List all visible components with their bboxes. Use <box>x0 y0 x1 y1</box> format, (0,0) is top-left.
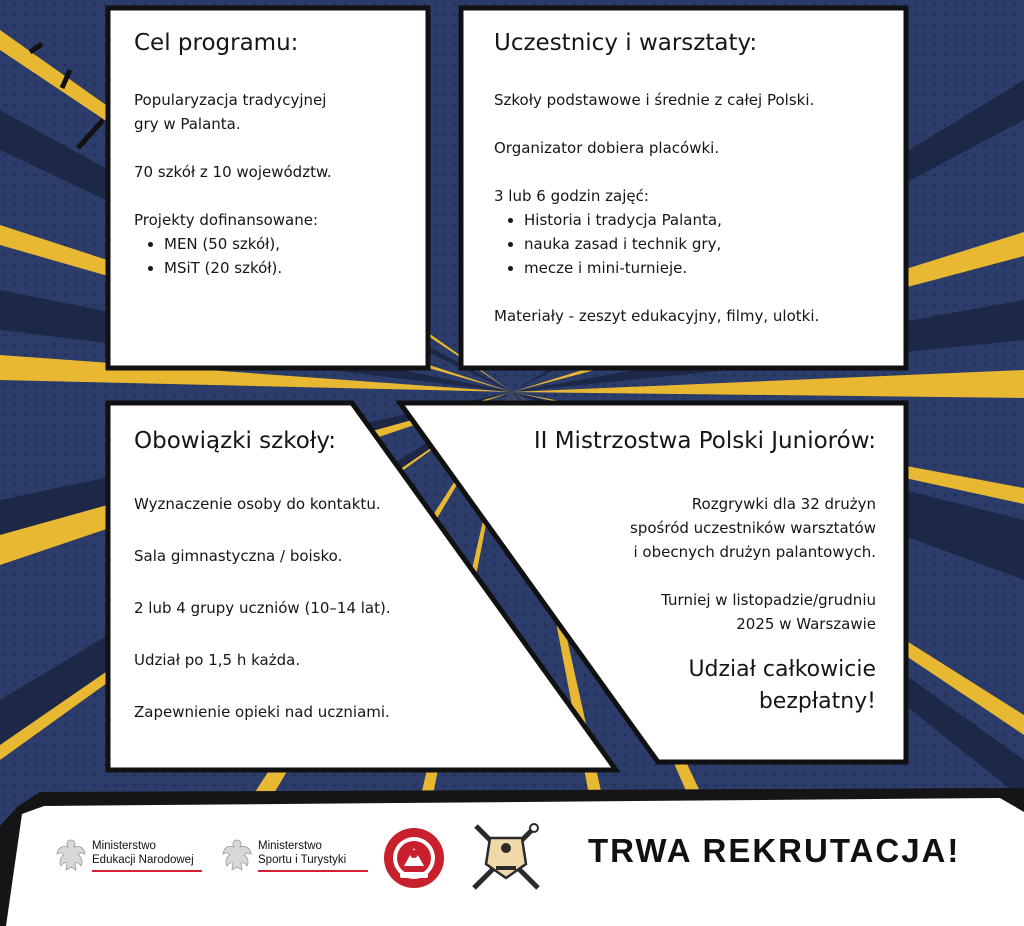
men-logo <box>54 836 202 876</box>
goal-funded: Projekty dofinansowane: <box>134 211 318 229</box>
men-line-2: Edukacji Narodowej <box>92 854 194 866</box>
participants-schools: Szkoły podstawowe i średnie z całej Polski. <box>494 91 815 109</box>
participants-hours: 3 lub 6 godzin zajęć: <box>494 187 649 205</box>
championship-free-1: Udział całkowicie <box>688 657 876 682</box>
duty-item: Wyznaczenie osoby do kontaktu. <box>134 495 381 513</box>
goal-line-1: Popularyzacja tradycyjnej <box>134 91 327 109</box>
participants-list <box>494 208 894 280</box>
goal-title: Cel programu: <box>134 30 299 56</box>
white-eagle-icon <box>54 836 88 876</box>
participants-organizer: Organizator dobiera placówki. <box>494 139 720 157</box>
msit-red-bar <box>258 870 368 872</box>
club-logo <box>382 826 446 890</box>
msit-line-2a: Sport <box>258 854 286 866</box>
championship-line-1: Rozgrywki dla 32 drużyn <box>691 495 876 513</box>
duties-panel <box>134 426 434 724</box>
participants-item: • Historia i tradycja Palanta, <box>524 208 894 232</box>
championship-line-4: Turniej w listopadzie/grudniu <box>661 591 876 609</box>
duty-item: 2 lub 4 grupy uczniów (10–14 lat). <box>134 599 391 617</box>
goal-funding-item: • MSiT (20 szkół). <box>164 256 414 280</box>
msit-logo <box>220 836 368 876</box>
duty-item: Zapewnienie opieki nad uczniami. <box>134 703 390 721</box>
goal-panel <box>134 28 414 280</box>
goal-line-2: gry w Palanta. <box>134 115 241 133</box>
msit-line-1: Ministerstwo <box>258 840 322 852</box>
men-line-1: Ministerstwo <box>92 840 156 852</box>
participants-materials: Materiały - zeszyt edukacyjny, filmy, ulotki. <box>494 307 820 325</box>
men-red-bar <box>92 870 202 872</box>
duties-title: Obowiązki szkoły: <box>134 428 337 454</box>
championship-free-2: bezpłatny! <box>758 689 876 714</box>
pspal-logo <box>466 818 546 894</box>
goal-schools: 70 szkół z 10 województw. <box>134 163 332 181</box>
championship-panel <box>470 426 876 718</box>
recruitment-banner: TRWA REKRUTACJA! <box>588 832 961 869</box>
msit-line-2b: u i Turystyki <box>285 854 347 866</box>
msit-line-2 <box>258 853 368 867</box>
goal-funding-list <box>134 232 414 280</box>
championship-line-3: i obecnych drużyn palantowych. <box>633 543 876 561</box>
white-eagle-icon <box>220 836 254 876</box>
championship-title: II Mistrzostwa Polski Juniorów: <box>533 428 876 454</box>
championship-line-2: spośród uczestników warsztatów <box>630 519 876 537</box>
participants-item: • mecze i mini-turnieje. <box>524 256 894 280</box>
participants-title: Uczestnicy i warsztaty: <box>494 30 758 56</box>
duty-item: Udział po 1,5 h każda. <box>134 651 301 669</box>
championship-line-5: 2025 w Warszawie <box>736 615 876 633</box>
participants-item: • nauka zasad i technik gry, <box>524 232 894 256</box>
participants-panel <box>494 28 894 328</box>
duty-item: Sala gimnastyczna / boisko. <box>134 547 343 565</box>
goal-funding-item: • MEN (50 szkół), <box>164 232 414 256</box>
